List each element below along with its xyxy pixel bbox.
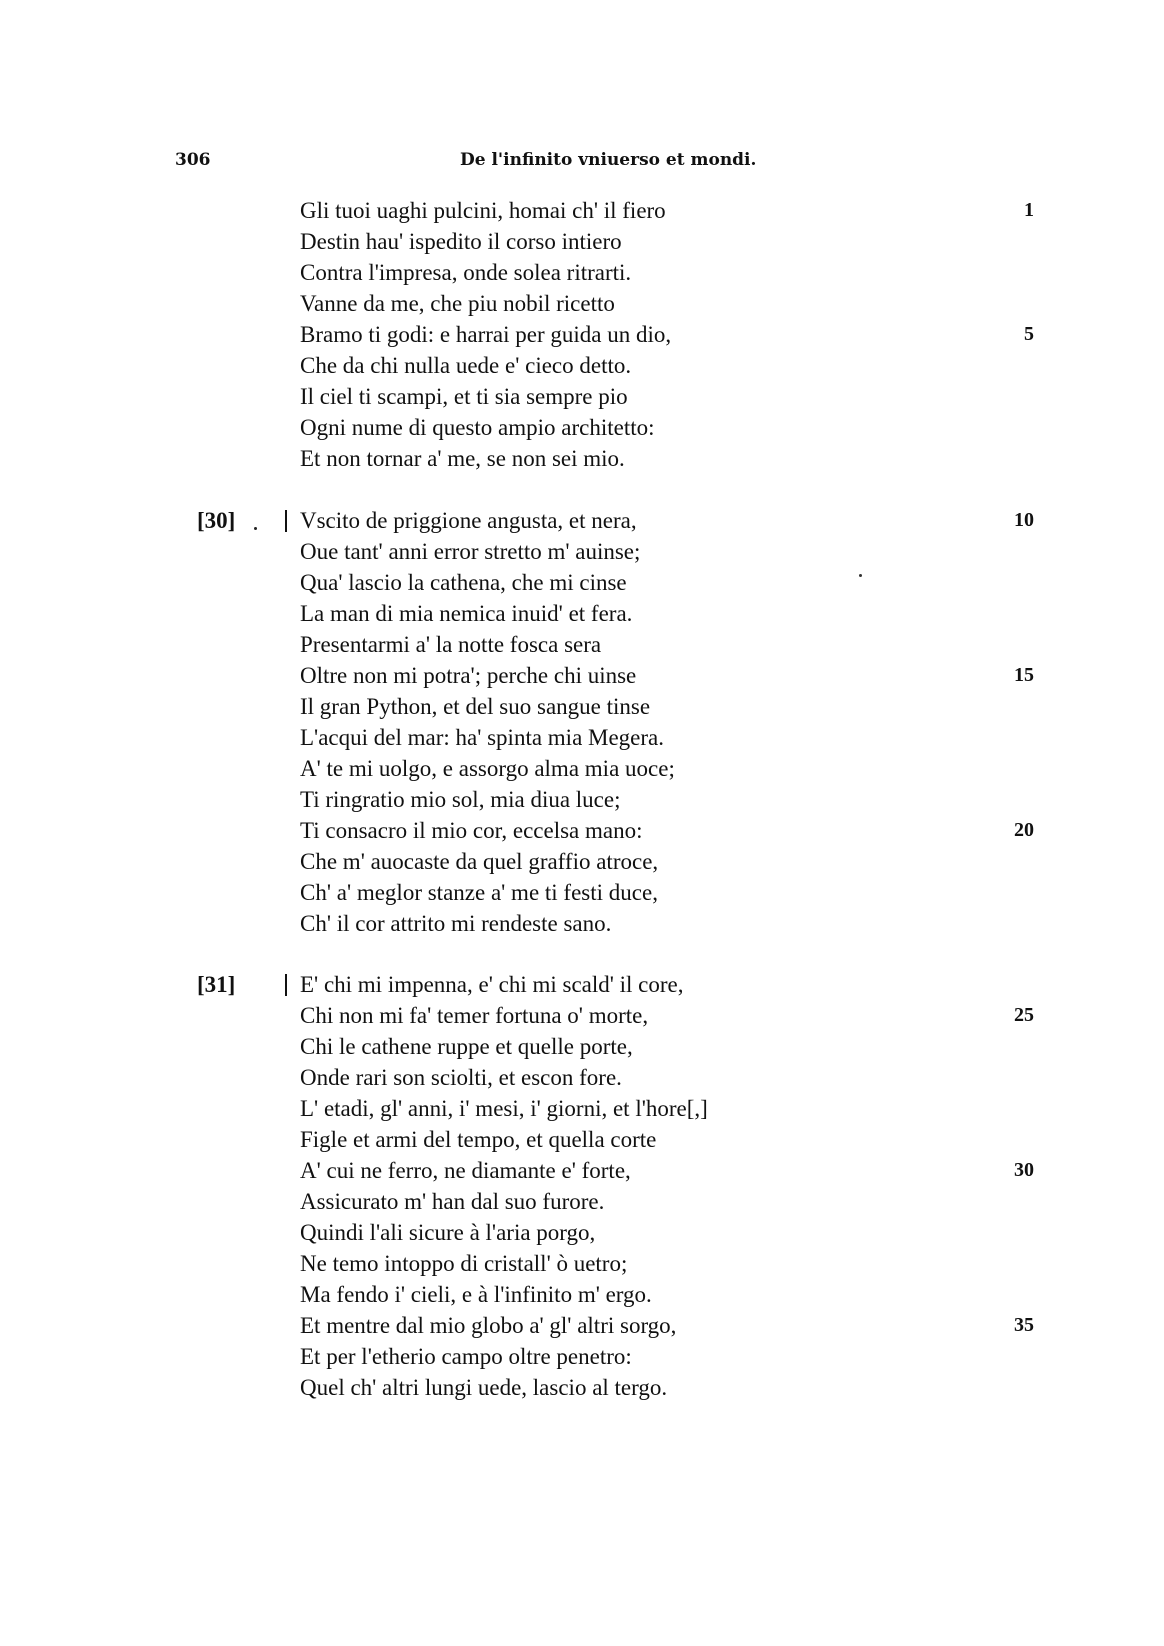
verse-text: Figle et armi del tempo, et quella corte (300, 1127, 657, 1152)
verse-line (0, 536, 1164, 567)
verse-line (0, 908, 1164, 939)
verse-text: Onde rari son sciolti, et escon fore. (300, 1065, 622, 1090)
verse-text: Il gran Python, et del suo sangue tinse (300, 694, 651, 719)
line-number: 35 (1014, 1314, 1034, 1336)
verse-line (0, 443, 1164, 474)
line-number: 20 (1014, 819, 1034, 841)
line-number: 15 (1014, 664, 1034, 686)
verse-line (0, 691, 1164, 722)
verse-line (0, 1124, 1164, 1155)
verse-text: Ogni nume di questo ampio architetto: (300, 415, 655, 440)
verse-text: Quel ch' altri lungi uede, lascio al tergo. (300, 1375, 668, 1400)
verse-text: Che da chi nulla uede e' cieco detto. (300, 353, 632, 378)
verse-line (0, 1310, 1164, 1341)
section-divider-bar (285, 510, 287, 532)
verse-text: Presentarmi a' la notte fosca sera (300, 632, 602, 657)
verse-line (0, 784, 1164, 815)
line-number: 5 (1024, 323, 1034, 345)
verse-line (0, 722, 1164, 753)
verse-text: Il ciel ti scampi, et ti sia sempre pio (300, 384, 628, 409)
verse-line (0, 505, 1164, 536)
verse-line (0, 1372, 1164, 1403)
verse-line (0, 1155, 1164, 1186)
verse-text: L' etadi, gl' anni, i' mesi, i' giorni, et l'hore[,] (300, 1096, 708, 1121)
verse-text: Vscito de priggione angusta, et nera, (300, 508, 637, 533)
verse-line (0, 1248, 1164, 1279)
verse-text: Oltre non mi potra'; perche chi uinse (300, 663, 637, 688)
verse-line (0, 1186, 1164, 1217)
verse-line (0, 567, 1164, 598)
section-marker: [31] (197, 972, 236, 997)
stanza-30 (0, 505, 1164, 939)
verse-line (0, 381, 1164, 412)
running-title: De l'infinito vniuerso et mondi. (460, 150, 757, 170)
verse-text: Ne temo intoppo di cristall' ò uetro; (300, 1251, 628, 1276)
verse-text: Chi non mi fa' temer fortuna o' morte, (300, 1003, 649, 1028)
verse-text: A' te mi uolgo, e assorgo alma mia uoce; (300, 756, 675, 781)
verse-line (0, 660, 1164, 691)
verse-line (0, 226, 1164, 257)
verse-text: Et non tornar a' me, se non sei mio. (300, 446, 625, 471)
stanza-31 (0, 969, 1164, 1403)
verse-text: Ch' a' meglor stanze a' me ti festi duce, (300, 880, 658, 905)
section-divider-bar (285, 974, 287, 996)
verse-text: Ma fendo i' cieli, e à l'infinito m' ergo. (300, 1282, 652, 1307)
verse-line (0, 1093, 1164, 1124)
ink-speck (859, 574, 862, 577)
verse-line (0, 1217, 1164, 1248)
verse-text: Et per l'etherio campo oltre penetro: (300, 1344, 632, 1369)
verse-text: La man di mia nemica inuid' et fera. (300, 601, 633, 626)
verse-text: E' chi mi impenna, e' chi mi scald' il core, (300, 972, 684, 997)
verse-text: Assicurato m' han dal suo furore. (300, 1189, 605, 1214)
verse-line (0, 1062, 1164, 1093)
verse-line (0, 288, 1164, 319)
verse-text: Destin hau' ispedito il corso intiero (300, 229, 622, 254)
verse-line (0, 598, 1164, 629)
verse-text: Gli tuoi uaghi pulcini, homai ch' il fiero (300, 198, 666, 223)
verse-line (0, 629, 1164, 660)
verse-line (0, 846, 1164, 877)
verse-text: Chi le cathene ruppe et quelle porte, (300, 1034, 633, 1059)
verse-text: Et mentre dal mio globo a' gl' altri sorgo, (300, 1313, 677, 1338)
verse-line (0, 1341, 1164, 1372)
verse-text: Contra l'impresa, onde solea ritrarti. (300, 260, 632, 285)
verse-line (0, 350, 1164, 381)
verse-line (0, 1031, 1164, 1062)
line-number: 25 (1014, 1004, 1034, 1026)
verse-line (0, 969, 1164, 1000)
verse-line (0, 877, 1164, 908)
verse-line (0, 319, 1164, 350)
verse-line (0, 195, 1164, 226)
verse-text: Che m' auocaste da quel graffio atroce, (300, 849, 659, 874)
line-number: 10 (1014, 509, 1034, 531)
section-marker: [30] (197, 508, 236, 533)
verse-text: A' cui ne ferro, ne diamante e' forte, (300, 1158, 631, 1183)
verse-line (0, 753, 1164, 784)
verse-line (0, 1000, 1164, 1031)
verse-text: Qua' lascio la cathena, che mi cinse (300, 570, 627, 595)
verse-text: L'acqui del mar: ha' spinta mia Megera. (300, 725, 665, 750)
verse-text: Vanne da me, che piu nobil ricetto (300, 291, 615, 316)
verse-text: Oue tant' anni error stretto m' auinse; (300, 539, 641, 564)
verse-line (0, 1279, 1164, 1310)
verse-line (0, 257, 1164, 288)
verse-text: Ti consacro il mio cor, eccelsa mano: (300, 818, 643, 843)
verse-text: Quindi l'ali sicure à l'aria porgo, (300, 1220, 596, 1245)
verse-text: Ti ringratio mio sol, mia diua luce; (300, 787, 621, 812)
verse-text: Bramo ti godi: e harrai per guida un dio, (300, 322, 672, 347)
ink-dot (254, 527, 257, 530)
stanza-1 (0, 195, 1164, 474)
running-head (175, 150, 1035, 180)
line-number: 30 (1014, 1159, 1034, 1181)
verse-line (0, 412, 1164, 443)
page-number: 306 (175, 150, 211, 170)
verse-text: Ch' il cor attrito mi rendeste sano. (300, 911, 612, 936)
line-number: 1 (1024, 199, 1034, 221)
verse-line (0, 815, 1164, 846)
